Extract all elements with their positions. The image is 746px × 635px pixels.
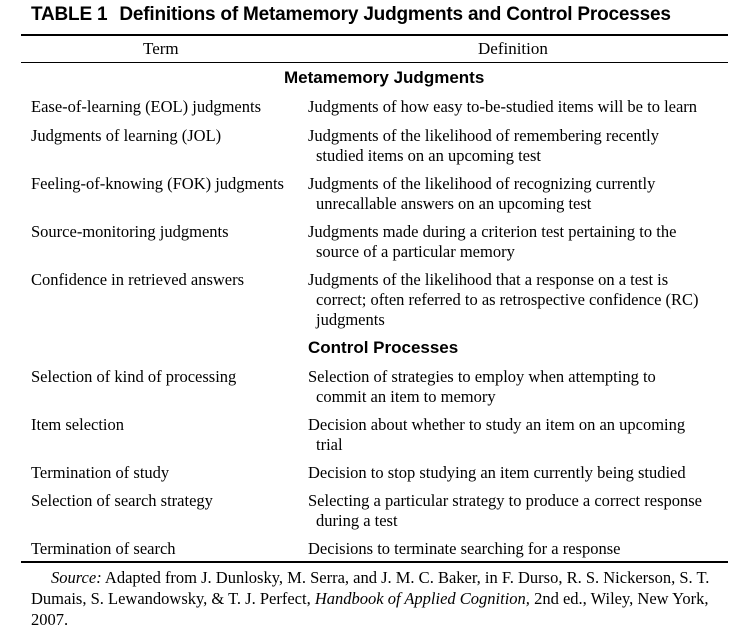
source-note: [31, 567, 731, 630]
header-rule: [21, 62, 728, 63]
definition-line: correct; often referred to as retrospective confidence (RC): [316, 290, 699, 309]
source-text-2a: Dumais, S. Lewandowsky, & T. J. Perfect,: [31, 589, 315, 608]
term-cell: Item selection: [31, 415, 125, 434]
bottom-rule: [21, 561, 728, 563]
definition-line: unrecallable answers on an upcoming test: [316, 194, 592, 213]
definition-cell: [308, 463, 728, 483]
definition-cell: [308, 367, 728, 407]
definition-line: trial: [316, 435, 343, 454]
source-text-2b: 2nd ed., Wiley, New York,: [529, 589, 709, 608]
definition-cell: [308, 491, 728, 531]
term-cell: Termination of study: [31, 463, 170, 482]
top-rule: [21, 34, 728, 36]
definition-line: source of a particular memory: [316, 242, 515, 261]
term-cell: Judgments of learning (JOL): [31, 126, 222, 145]
section-title-control: Control Processes: [308, 338, 459, 357]
table-title: Definitions of Metamemory Judgments and Control Processes: [119, 4, 671, 25]
definition-cell: [308, 97, 728, 117]
term-cell: Selection of search strategy: [31, 491, 213, 510]
definition-line: Decisions to terminate searching for a response: [308, 539, 621, 558]
table-label: TABLE 1: [31, 4, 108, 25]
source-line-3: 2007.: [31, 610, 69, 629]
definition-line: Selection of strategies to employ when attempting to: [308, 367, 656, 386]
definition-line: Decision to stop studying an item currently being studied: [308, 463, 686, 482]
source-label: Source:: [51, 568, 102, 587]
term-cell: Termination of search: [31, 539, 176, 558]
definition-cell: [308, 126, 728, 166]
definition-line: studied items on an upcoming test: [316, 146, 542, 165]
definition-cell: [308, 539, 728, 559]
term-column-header: Term: [143, 39, 179, 58]
section-title-metamemory: Metamemory Judgments: [284, 68, 485, 87]
term-cell: Ease-of-learning (EOL) judgments: [31, 97, 262, 116]
definition-cell: [308, 270, 728, 330]
term-cell: Feeling-of-knowing (FOK) judgments: [31, 174, 284, 193]
definition-line: Decision about whether to study an item on an upcoming: [308, 415, 686, 434]
definition-cell: [308, 415, 728, 455]
definition-line: Judgments of the likelihood that a response on a test is: [308, 270, 669, 289]
term-cell: Source-monitoring judgments: [31, 222, 229, 241]
definition-line: Judgments of the likelihood of remembering recently: [308, 126, 659, 145]
definition-line: during a test: [316, 511, 398, 530]
term-cell: Confidence in retrieved answers: [31, 270, 245, 289]
term-cell: Selection of kind of processing: [31, 367, 237, 386]
definition-line: Judgments of the likelihood of recognizing currently: [308, 174, 656, 193]
source-book-title: Handbook of Applied Cognition,: [314, 589, 530, 608]
definition-cell: [308, 174, 728, 214]
definition-column-header: Definition: [478, 39, 548, 58]
table-caption: [31, 4, 671, 26]
source-line-1: [31, 567, 731, 588]
source-text-1: Adapted from J. Dunlosky, M. Serra, and J. M. C. Baker, in F. Durso, R. S. Nickerson, S. T.: [101, 568, 710, 587]
source-line-2: [31, 588, 731, 609]
definition-line: Judgments of how easy to-be-studied items will be to learn: [308, 97, 698, 116]
definition-line: commit an item to memory: [316, 387, 496, 406]
definition-line: judgments: [316, 310, 385, 329]
definition-line: Selecting a particular strategy to produce a correct response: [308, 491, 702, 510]
definition-cell: [308, 222, 728, 262]
definition-line: Judgments made during a criterion test pertaining to the: [308, 222, 677, 241]
